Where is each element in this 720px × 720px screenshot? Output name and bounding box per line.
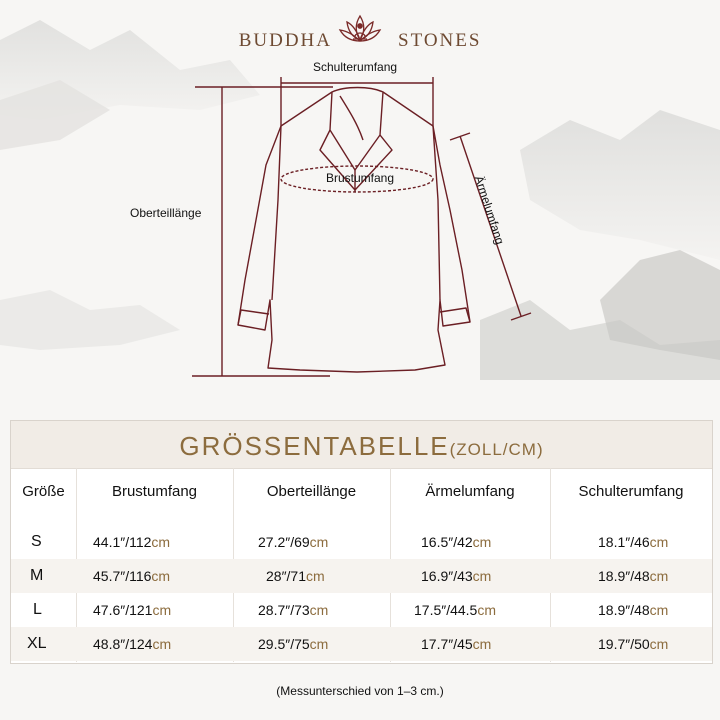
sleeve-cell: 17.7″/45cm <box>421 636 492 652</box>
chest-cell: 47.6″/121cm <box>93 602 172 618</box>
header-shoulder: Schulterumfang <box>578 483 684 500</box>
sleeve-label: Ärmelumfang <box>471 174 508 247</box>
table-unit: (ZOLL/CM) <box>449 440 544 459</box>
size-cell: M <box>30 567 44 584</box>
shoulder-cell: 19.7″/50cm <box>598 636 669 652</box>
chest-cell: 45.7″/116cm <box>93 568 171 584</box>
table-row <box>11 525 712 559</box>
size-table <box>10 420 713 664</box>
measurement-note: (Messunterschied von 1–3 cm.) <box>276 684 444 698</box>
shoulder-cell: 18.9″/48cm <box>598 602 669 618</box>
sleeve-cell: 17.5″/44.5cm <box>414 602 497 618</box>
brand-name-right: STONES <box>398 30 482 51</box>
table-row <box>11 593 712 627</box>
shoulder-label: Schulterumfang <box>313 60 398 74</box>
chest-label: Brustumfang <box>326 171 395 185</box>
length-label: Oberteillänge <box>130 206 202 220</box>
chest-cell: 44.1″/112cm <box>93 534 171 550</box>
table-row <box>11 559 712 593</box>
length-cell: 28″/71cm <box>266 568 325 584</box>
table-row <box>11 627 712 661</box>
table-header-row <box>11 468 712 516</box>
chest-cell: 48.8″/124cm <box>93 636 172 652</box>
length-cell: 27.2″/69cm <box>258 534 329 550</box>
size-cell: XL <box>27 635 47 652</box>
size-cell: L <box>33 601 42 618</box>
brand-name-left: BUDDHA <box>238 30 332 51</box>
table-title-text: GRÖSSENTABELLE <box>179 431 450 461</box>
shoulder-cell: 18.9″/48cm <box>598 568 669 584</box>
header-chest: Brustumfang <box>111 483 198 500</box>
size-cell: S <box>31 533 42 550</box>
shoulder-cell: 18.1″/46cm <box>598 534 669 550</box>
header-size: Größe <box>22 483 65 500</box>
header-sleeve: Ärmelumfang <box>425 483 515 500</box>
garment-outline <box>238 92 470 372</box>
table-title <box>11 421 712 469</box>
sleeve-cell: 16.5″/42cm <box>421 534 492 550</box>
length-cell: 29.5″/75cm <box>258 636 329 652</box>
sleeve-cell: 16.9″/43cm <box>421 568 492 584</box>
length-cell: 28.7″/73cm <box>258 602 329 618</box>
header-length: Oberteillänge <box>266 483 357 500</box>
